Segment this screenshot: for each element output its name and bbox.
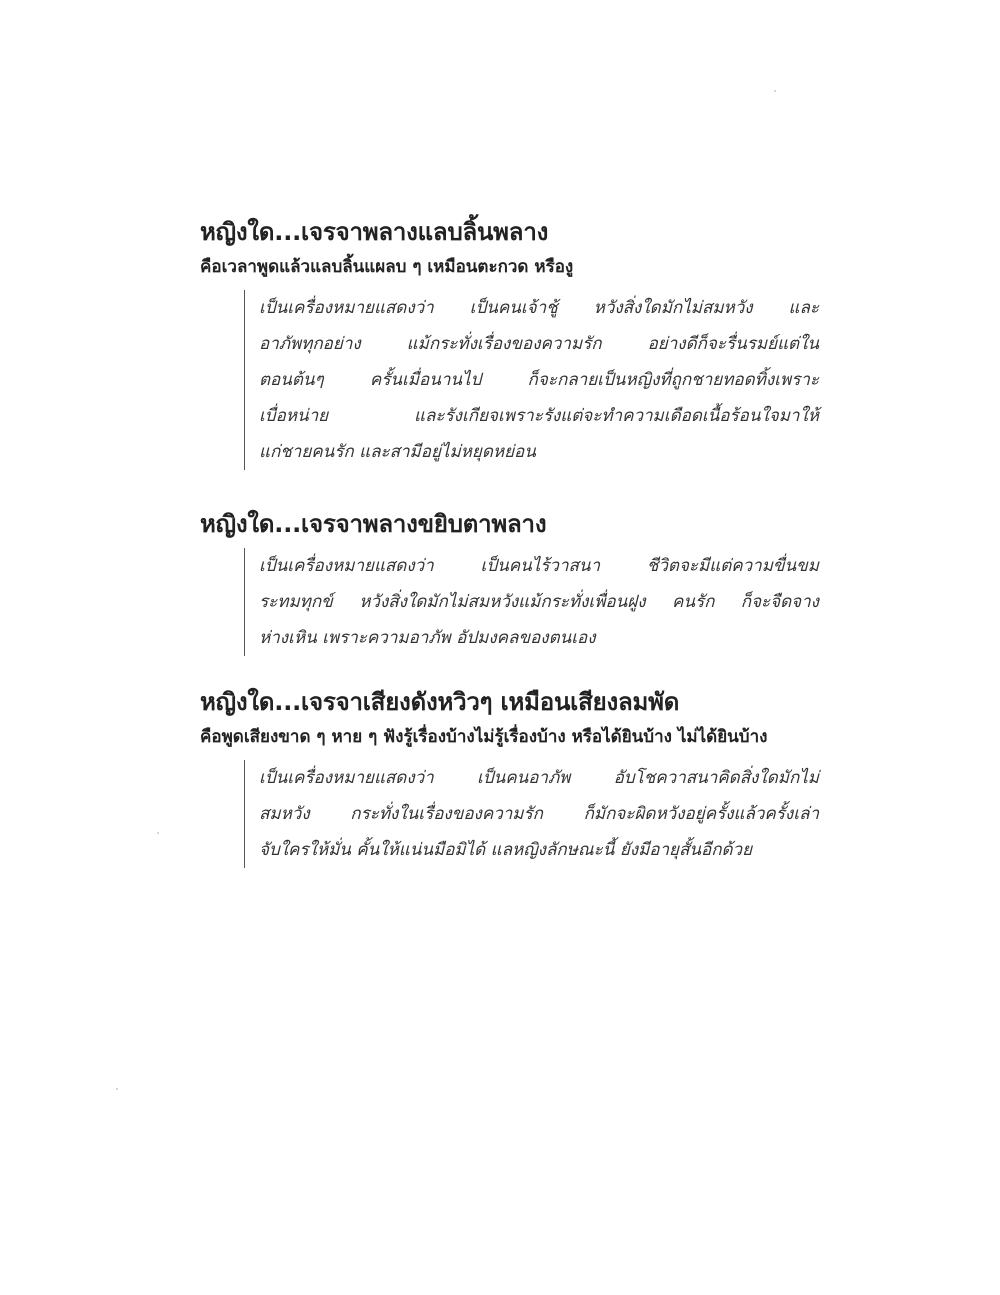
section-body: [244, 290, 819, 470]
section-sticking-out-tongue: [200, 214, 819, 470]
body-line: เป็นเครื่องหมายแสดงว่า เป็นคนเจ้าชู้ หวังสิ่งใดมักไม่สมหวัง และ: [259, 298, 819, 318]
body-line: สมหวัง กระทั่งในเรื่องของความรัก ก็มักจะผิดหวังอยู่ครั้งแล้วครั้งเล่า: [259, 804, 819, 824]
section-subheading: คือพูดเสียงขาด ๆ หาย ๆ ฟังรู้เรื่องบ้างไม่รู้เรื่องบ้าง หรือได้ยินบ้าง ไม่ได้ยินบ้าง: [200, 727, 768, 747]
section-subheading: คือเวลาพูดแล้วแลบลิ้นแผลบ ๆ เหมือนตะกวด หรืองู: [200, 257, 574, 277]
body-line: เบื่อหน่าย และรังเกียจเพราะรังแต่จะทำความเดือดเนื้อร้อนใจมาให้: [259, 406, 819, 426]
body-line: อาภัพทุกอย่าง แม้กระทั่งเรื่องของความรัก อย่างดีก็จะรื่นรมย์แต่ใน: [259, 334, 819, 354]
body-line: เป็นเครื่องหมายแสดงว่า เป็นคนอาภัพ อับโชควาสนาคิดสิ่งใดมักไม่: [259, 768, 819, 788]
section-whistling-voice: [200, 684, 819, 868]
paper-speck: [116, 1088, 118, 1090]
body-line: แก่ชายคนรัก และสามีอยู่ไม่หยุดหย่อน: [259, 442, 536, 462]
section-heading: หญิงใด...เจรจาเสียงดังหวิวๆ เหมือนเสียงลมพัด: [200, 688, 680, 716]
body-line: ตอนต้นๆ ครั้นเมื่อนานไป ก็จะกลายเป็นหญิงที่ถูกชายทอดทิ้งเพราะ: [259, 370, 819, 390]
section-heading: หญิงใด...เจรจาพลางขยิบตาพลาง: [200, 510, 547, 538]
section-heading: หญิงใด...เจรจาพลางแลบลิ้นพลาง: [200, 218, 549, 246]
section-winking: [200, 506, 819, 656]
body-line: ระทมทุกข์ หวังสิ่งใดมักไม่สมหวังแม้กระทั่งเพื่อนฝูง คนรัก ก็จะจืดจาง: [259, 592, 819, 612]
section-body: [244, 760, 819, 868]
section-body: [244, 548, 819, 656]
body-line: จับใครให้มั่น คั้นให้แน่นมือมิได้ แลหญิงลักษณะนี้ ยังมีอายุสั้นอีกด้วย: [259, 840, 753, 860]
body-line: เป็นเครื่องหมายแสดงว่า เป็นคนไร้วาสนา ชีวิตจะมีแต่ความขื่นขม: [259, 556, 819, 576]
body-line: ห่างเหิน เพราะความอาภัพ อัปมงคลของตนเอง: [259, 628, 596, 648]
paper-speck: [774, 90, 776, 92]
paper-speck: [157, 832, 159, 834]
